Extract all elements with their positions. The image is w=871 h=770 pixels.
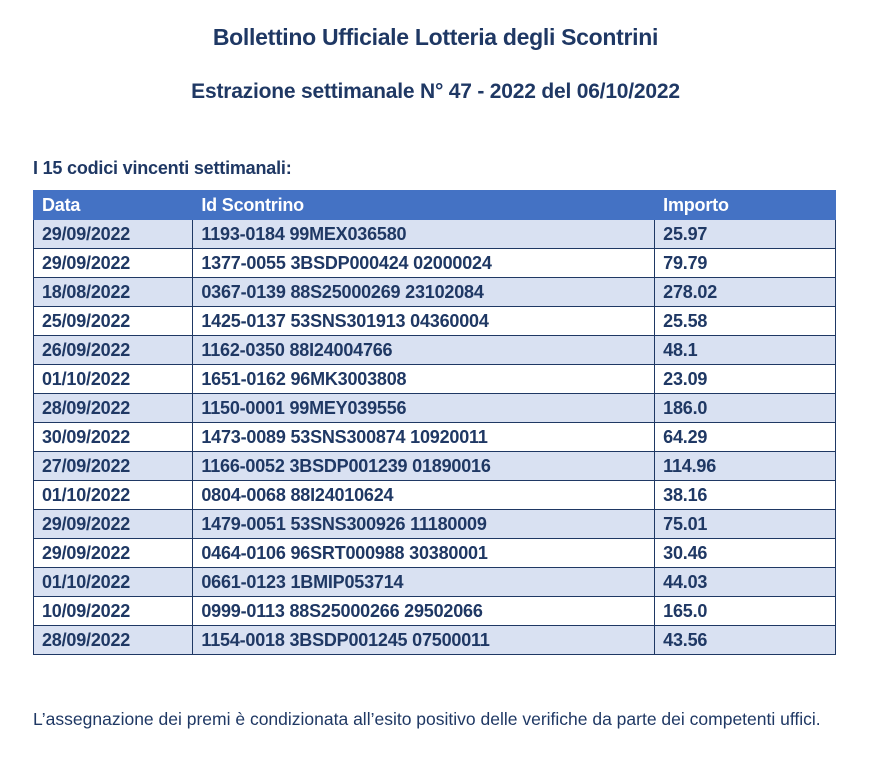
cell-importo: 75.01: [655, 510, 836, 539]
cell-importo: 79.79: [655, 249, 836, 278]
cell-data: 30/09/2022: [34, 423, 193, 452]
column-header-data: Data: [34, 191, 193, 220]
page-subtitle: Estrazione settimanale N° 47 - 2022 del 06/10/2022: [191, 80, 680, 103]
cell-importo: 186.0: [655, 394, 836, 423]
cell-data: 29/09/2022: [34, 249, 193, 278]
cell-data: 26/09/2022: [34, 336, 193, 365]
section-label: I 15 codici vincenti settimanali:: [33, 158, 292, 178]
cell-importo: 43.56: [655, 626, 836, 655]
table-row: [34, 336, 836, 365]
table-row: [34, 394, 836, 423]
table-row: [34, 249, 836, 278]
table-row: [34, 365, 836, 394]
cell-importo: 64.29: [655, 423, 836, 452]
cell-importo: 23.09: [655, 365, 836, 394]
cell-data: 01/10/2022: [34, 568, 193, 597]
table-row: [34, 452, 836, 481]
cell-id-scontrino: 0999-0113 88S25000266 29502066: [193, 597, 655, 626]
table-row: [34, 307, 836, 336]
table-row: [34, 278, 836, 307]
table-header-row: [34, 191, 836, 220]
cell-data: 28/09/2022: [34, 394, 193, 423]
cell-data: 01/10/2022: [34, 365, 193, 394]
footer-note: L’assegnazione dei premi è condizionata all’esito positivo delle verifiche da parte dei competenti uffici.: [33, 709, 821, 729]
column-header-id-scontrino: Id Scontrino: [193, 191, 655, 220]
cell-id-scontrino: 1377-0055 3BSDP000424 02000024: [193, 249, 655, 278]
table-row: [34, 220, 836, 249]
cell-id-scontrino: 1150-0001 99MEY039556: [193, 394, 655, 423]
cell-id-scontrino: 0464-0106 96SRT000988 30380001: [193, 539, 655, 568]
cell-id-scontrino: 1425-0137 53SNS301913 04360004: [193, 307, 655, 336]
cell-id-scontrino: 1479-0051 53SNS300926 11180009: [193, 510, 655, 539]
cell-data: 29/09/2022: [34, 510, 193, 539]
cell-id-scontrino: 0367-0139 88S25000269 23102084: [193, 278, 655, 307]
cell-importo: 165.0: [655, 597, 836, 626]
cell-importo: 30.46: [655, 539, 836, 568]
cell-data: 25/09/2022: [34, 307, 193, 336]
cell-data: 27/09/2022: [34, 452, 193, 481]
cell-data: 10/09/2022: [34, 597, 193, 626]
cell-data: 29/09/2022: [34, 220, 193, 249]
cell-importo: 114.96: [655, 452, 836, 481]
cell-id-scontrino: 1166-0052 3BSDP001239 01890016: [193, 452, 655, 481]
cell-data: 29/09/2022: [34, 539, 193, 568]
cell-id-scontrino: 0661-0123 1BMIP053714: [193, 568, 655, 597]
table-row: [34, 510, 836, 539]
cell-id-scontrino: 1154-0018 3BSDP001245 07500011: [193, 626, 655, 655]
table-row: [34, 626, 836, 655]
table-row: [34, 597, 836, 626]
table-row: [34, 539, 836, 568]
cell-importo: 44.03: [655, 568, 836, 597]
cell-id-scontrino: 1651-0162 96MK3003808: [193, 365, 655, 394]
cell-data: 01/10/2022: [34, 481, 193, 510]
cell-data: 18/08/2022: [34, 278, 193, 307]
cell-id-scontrino: 1193-0184 99MEX036580: [193, 220, 655, 249]
table-row: [34, 481, 836, 510]
winning-codes-table: [33, 190, 836, 655]
table-row: [34, 568, 836, 597]
page-title: Bollettino Ufficiale Lotteria degli Scontrini: [212, 24, 659, 50]
cell-id-scontrino: 1162-0350 88I24004766: [193, 336, 655, 365]
cell-importo: 278.02: [655, 278, 836, 307]
cell-data: 28/09/2022: [34, 626, 193, 655]
cell-importo: 25.97: [655, 220, 836, 249]
cell-importo: 38.16: [655, 481, 836, 510]
cell-id-scontrino: 0804-0068 88I24010624: [193, 481, 655, 510]
table-body: [34, 220, 836, 655]
cell-importo: 25.58: [655, 307, 836, 336]
column-header-importo: Importo: [655, 191, 836, 220]
cell-id-scontrino: 1473-0089 53SNS300874 10920011: [193, 423, 655, 452]
table-row: [34, 423, 836, 452]
cell-importo: 48.1: [655, 336, 836, 365]
